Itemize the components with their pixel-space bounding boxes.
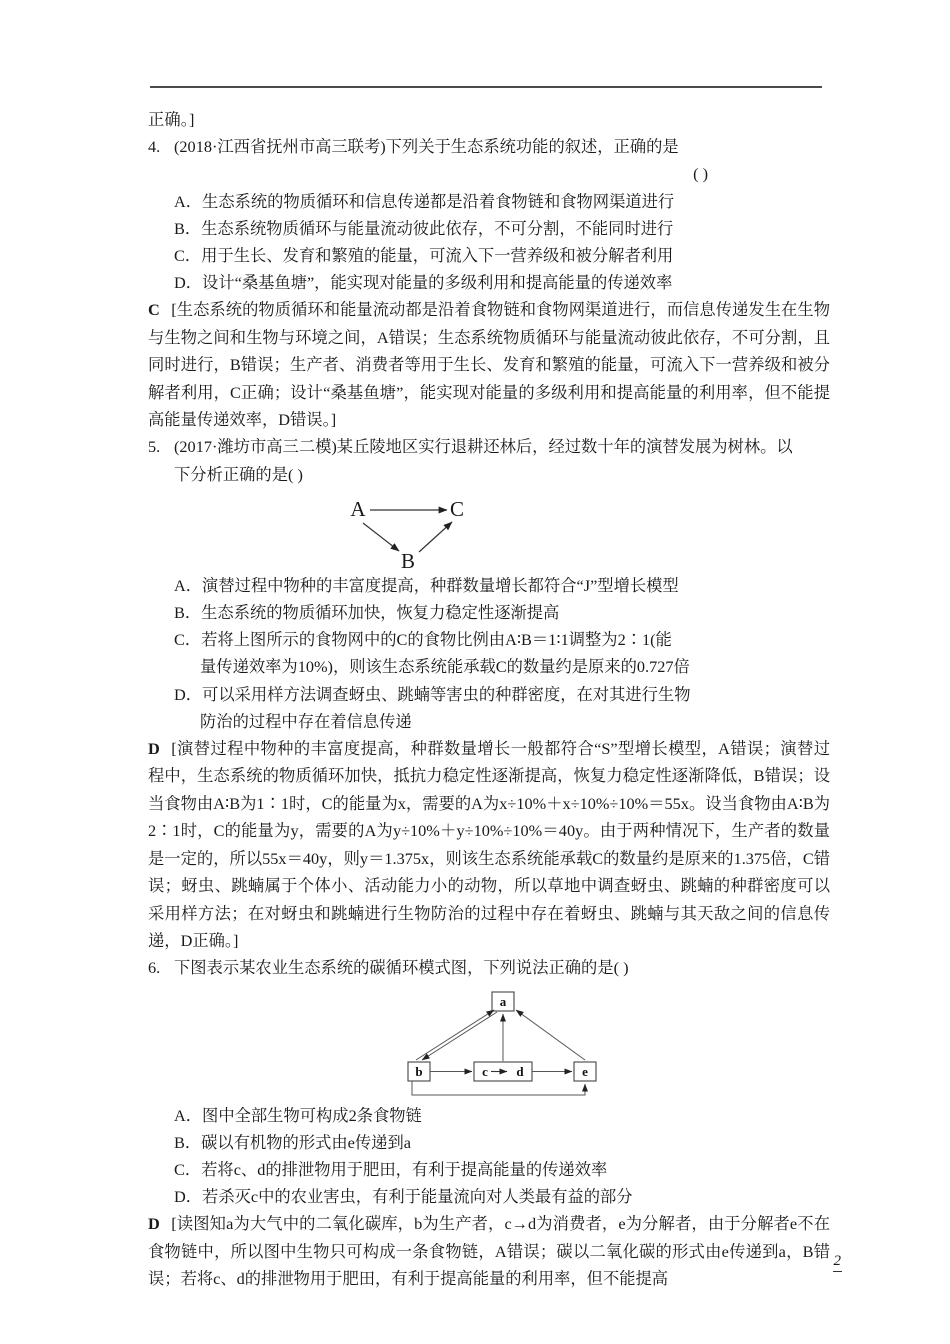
question-4-answer-block	[148, 296, 830, 433]
question-5-number: 5.	[148, 437, 161, 457]
question-5-option-d-line1: D．可以采用样方法调查蚜虫、跳蝻等害虫的种群密度，在对其进行生物	[174, 684, 691, 704]
question-6-option-c: C．若将c、d的排泄物用于肥田，有利于提高能量的传递效率	[174, 1159, 608, 1179]
arrow-e-to-a	[516, 1010, 585, 1060]
question-4-option-c: C．用于生长、发育和繁殖的能量，可流入下一营养级和被分解者利用	[174, 246, 674, 266]
carbon-node-e-label: e	[582, 1063, 588, 1079]
question-4-answer-letter: C	[148, 300, 161, 320]
question-5-explanation: [演替过程中物种的丰富度提高，种群数量增长一般都符合“S”型增长模型，A错误；演替过程中，生态系统的物质循环加快，抵抗力稳定性逐渐提高，恢复力稳定性逐渐降低，B错误；设当食物由A∶B为1∶1时，C的能量为x，需要的A为x÷10%＋x÷10%÷10%＝55x。设当食物由A∶B为2∶1时，C的能量为y，需要的A为y÷10%＋y÷10%÷10%＝40y。由于两种情况下，生产者的数量是一定的，所以55x＝40y，则y＝1.375x，则该生态系统能承载C的数量约是原来的1.375倍，C错误；蚜虫、跳蝻属于个体小、活动能力小的动物，所以草地中调查蚜虫、跳蝻的种群密度可以采用样方法；在对蚜虫和跳蝻进行生物防治的过程中存在着蚜虫、跳蝻与其天敌之间的信息传递，D正确。]	[148, 739, 830, 950]
question-5-option-a: A．演替过程中物种的丰富度提高，种群数量增长都符合“J”型增长模型	[174, 575, 679, 595]
food-web-diagram	[344, 494, 544, 572]
question-5-figure-wrap	[148, 494, 830, 572]
question-4-explanation: [生态系统的物质循环和能量流动都是沿着食物链和食物网渠道进行，而信息传递发生在生物与生物之间和生物与环境之间，A错误；生态系统物质循环与能量流动彼此依存，不可分割，且同时进行，B错误；生产者、消费者等用于生长、发育和繁殖的能量，可流入下一营养级和被分解者利用，C正确；设计“桑基鱼塘”，能实现对能量的多级利用和提高能量的利用率，但不能提高能量传递效率，D错误。]	[148, 300, 830, 430]
question-5-option-c-line1: C．若将上图所示的食物网中的C的食物比例由A∶B＝1∶1调整为2∶1(能	[174, 630, 672, 650]
carbon-node-c-label: c	[482, 1063, 488, 1079]
question-6-stem-text: 下图表示某农业生态系统的碳循环模式图，下列说法正确的是( )	[174, 958, 629, 978]
page-body	[148, 106, 830, 1293]
food-web-node-c: C	[449, 496, 465, 521]
carbon-cycle-diagram	[386, 990, 616, 1102]
question-4-option-b: B．生态系统物质循环与能量流动彼此依存，不可分割，不能同时进行	[174, 218, 674, 238]
question-4-stem-text: (2018·江西省抚州市高三联考)下列关于生态系统功能的叙述，正确的是	[174, 137, 679, 157]
carbon-node-d-label: d	[516, 1063, 524, 1079]
question-6-stem	[148, 954, 830, 981]
arrow-b-to-e-bottom	[412, 1081, 585, 1095]
question-5-option-c-line2: 量传递效率为10%)，则该生态系统能承载C的数量约是原来的0.727倍	[200, 657, 690, 677]
question-5-option-d-line2: 防治的过程中存在着信息传递	[200, 711, 412, 731]
question-6-explanation: [读图知a为大气中的二氧化碳库，b为生产者，c→d为消费者，e为分解者，由于分解者e不在食物链中，所以图中生物只可构成一条食物链，A错误；碳以二氧化碳的形式由e传递到a，B错误；若将c、d的排泄物用于肥田，有利于提高能量的利用率，但不能提高	[148, 1214, 830, 1289]
header-rule	[150, 86, 822, 88]
arrow-a-to-b	[422, 1012, 497, 1060]
question-4-answer-paren: ( )	[693, 164, 708, 184]
question-5-option-b: B．生态系统的物质循环加快，恢复力稳定性逐渐提高	[174, 603, 560, 623]
question-4-number: 4.	[148, 137, 161, 157]
question-6-number: 6.	[148, 958, 161, 978]
food-web-node-b: B	[400, 548, 416, 572]
question-4-option-d: D．设计“桑基鱼塘”，能实现对能量的多级利用和提高能量的传递效率	[174, 273, 673, 293]
arrow-a-to-b	[363, 523, 399, 551]
page-number: 2	[833, 1253, 843, 1272]
question-6-answer-letter: D	[148, 1214, 161, 1234]
food-web-node-a: A	[350, 496, 366, 521]
arrow-b-to-a	[416, 1010, 494, 1060]
question-5-stem	[148, 433, 830, 460]
question-4-stem	[148, 133, 830, 160]
question-4-option-a: A．生态系统的物质循环和信息传递都是沿着食物链和食物网渠道进行	[174, 191, 675, 211]
question-6-figure-wrap	[148, 990, 830, 1102]
question-6-option-d: D．若杀灭c中的农业害虫，有利于能量流向对人类最有益的部分	[174, 1187, 633, 1207]
question-5-answer-letter: D	[148, 739, 161, 759]
carbon-node-b-label: b	[415, 1063, 423, 1079]
question-6-option-a: A．图中全部生物可构成2条食物链	[174, 1105, 422, 1125]
arrow-b-to-c	[419, 522, 452, 552]
question-5-stem-text-line2: 下分析正确的是( )	[174, 464, 303, 484]
question-6-answer-block	[148, 1210, 830, 1292]
continued-answer-text: 正确。]	[148, 110, 195, 129]
question-5-stem-text-line1: (2017·潍坊市高三二模)某丘陵地区实行退耕还林后，经过数十年的演替发展为树林。以	[174, 437, 793, 457]
question-6-option-b: B．碳以有机物的形式由e传递到a	[174, 1132, 411, 1152]
question-5-answer-block	[148, 735, 830, 954]
carbon-node-a-label: a	[499, 993, 507, 1009]
